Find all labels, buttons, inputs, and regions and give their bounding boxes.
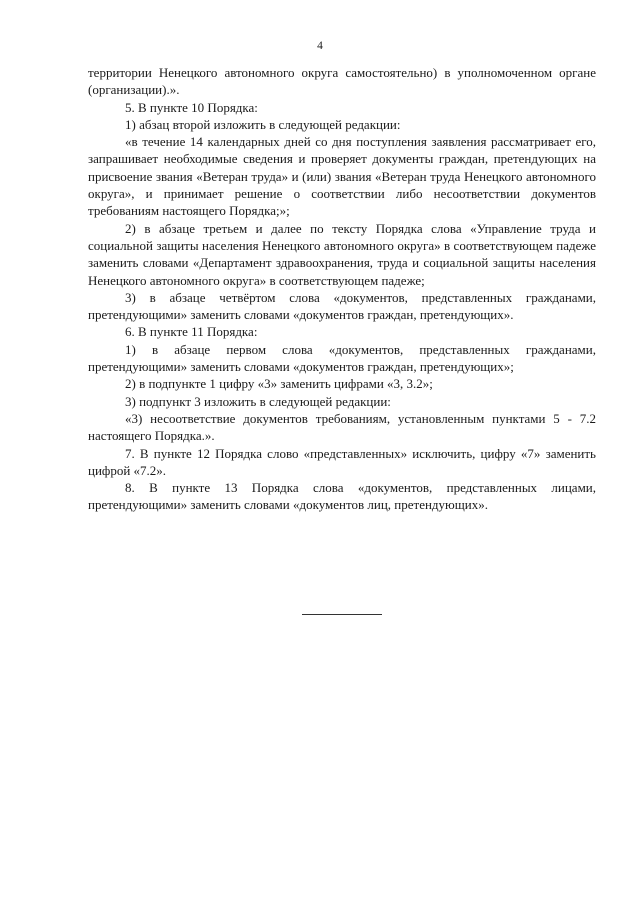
paragraph-item-5-2: 2) в абзаце третьем и далее по тексту Порядка слова «Управление труда и социальной защиты населения Ненецкого автономного округа» в соответствующем падеже заменить словами «Департамент здравоохранения, труда и социальной защиты населения Ненецкого автономного округа» в соответствующем падеже; xyxy=(88,220,596,288)
paragraph-item-7: 7. В пункте 12 Порядка слово «представленных» исключить, цифру «7» заменить цифрой «7.2». xyxy=(88,445,596,478)
paragraph-item-6-3-text: «3) несоответствие документов требованиям, установленным пунктами 5 - 7.2 настоящего Порядка.». xyxy=(88,410,596,444)
document-body xyxy=(88,64,596,514)
paragraph-item-5-3: 3) в абзаце четвёртом слова «документов, представленных гражданами, претендующими» заменить словами «документов граждан, претендующих». xyxy=(88,289,596,323)
paragraph-item-5-1-text: «в течение 14 календарных дней со дня поступления заявления рассматривает его, запрашивает необходимые сведения и проверяет документы граждан, претендующих на присвоение звания «Ветеран труда» и (или) звания «Ветеран труда Ненецкого автономного округа», и принимает решение о соответствии либо несоответствии документов требованиям настоящего Порядка;»; xyxy=(88,134,596,219)
paragraph-item-6: 6. В пункте 11 Порядка: xyxy=(125,324,258,340)
paragraph-item-6-1: 1) в абзаце первом слова «документов, представленных гражданами, претендующими» заменить словами «документов граждан, претендующих»; xyxy=(88,341,596,375)
paragraph-item-5-1: 1) абзац второй изложить в следующей редакции: xyxy=(125,116,401,132)
paragraph-item-6-2: 2) в подпункте 1 цифру «3» заменить цифрами «3, 3.2»; xyxy=(125,376,433,392)
paragraph-item-8: 8. В пункте 13 Порядка слова «документов, представленных лицами, претендующими» заменить словами «документов лиц, претендующих». xyxy=(88,480,596,513)
paragraph-item-6-3: 3) подпункт 3 изложить в следующей редакции: xyxy=(125,393,391,409)
page-number: 4 xyxy=(317,40,323,52)
paragraph-item-5: 5. В пункте 10 Порядка: xyxy=(125,99,258,115)
end-separator-line xyxy=(302,614,382,615)
paragraph-continuation: территории Ненецкого автономного округа самостоятельно) в уполномоченном органе (организации).». xyxy=(88,65,596,98)
